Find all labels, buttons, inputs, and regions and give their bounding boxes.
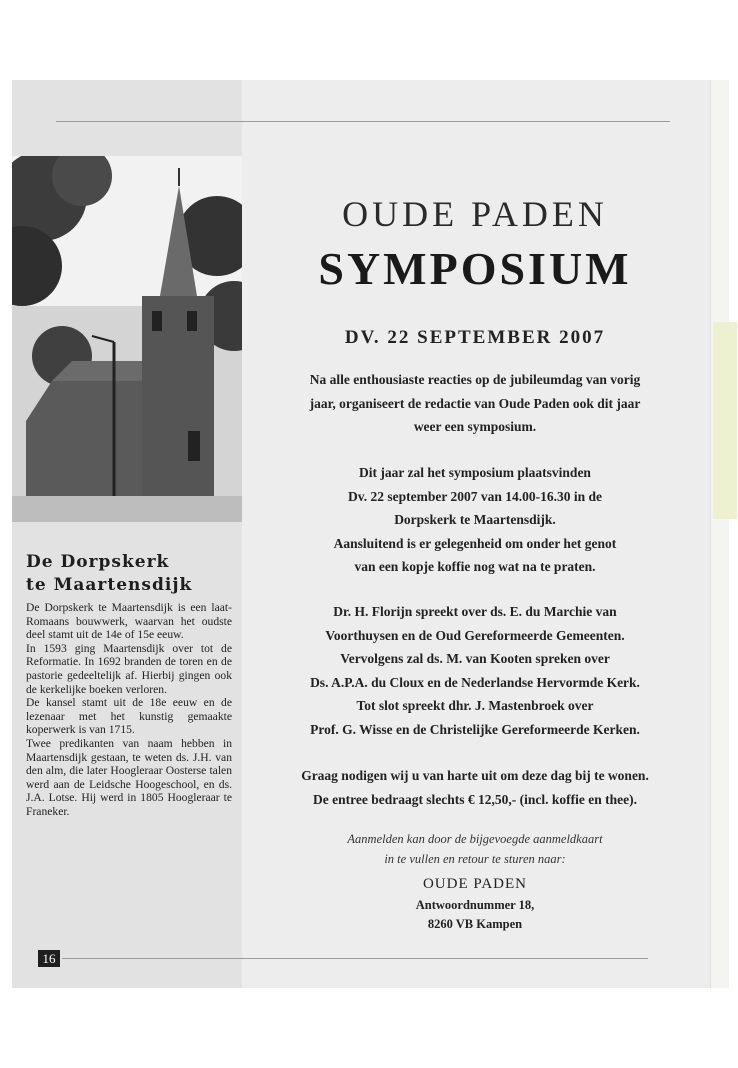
caption-paragraph: De Dorpskerk te Maartensdijk is een laat-Romaans bouwwerk, waarvan het oudste deel stamt uit de 14e of 15e eeuw. — [26, 601, 232, 642]
caption-paragraph: De kansel stamt uit de 18e eeuw en de lezenaar met het kunstig gemaakte koperwerk is van 1715. — [26, 696, 232, 737]
page-tab-marker — [713, 322, 737, 519]
schedule-paragraph: Dit jaar zal het symposium plaatsvinden Dv. 22 september 2007 van 14.00-16.30 in de Dorpskerk te Maartensdijk. Aansluitend is er gelegenheid om onder het genot van een kopje koffie nog wat na te praten. — [333, 465, 617, 574]
page-number: 16 — [38, 950, 60, 967]
speakers-paragraph: Dr. H. Florijn spreekt over ds. E. du Marchie van Voorthuysen en de Oud Gereformeerde Gemeenten. Vervolgens zal ds. M. van Kooten spreken over Ds. A.P.A. du Cloux en de Nederlandse Hervormde Kerk. Tot slot spreekt dhr. J. Mastenbroek over Prof. G. Wisse en de Christelijke Gereformeerde Kerken. — [310, 604, 640, 737]
caption-paragraph: In 1593 ging Maartensdijk over tot de Reformatie. In 1692 branden de toren en de pastorie gedeeltelijk af. Hierbij gingen ook de kerkelijke boeken verloren. — [26, 641, 232, 696]
registration-organization: OUDE PADEN — [422, 876, 528, 892]
event-date: DV. 22 SEPTEMBER 2007 — [344, 327, 606, 348]
intro-paragraph: Na alle enthousiaste reacties op de jubileumdag van vorig jaar, organiseert de redactie van Oude Paden ook dit jaar weer een symposium. — [309, 372, 641, 434]
bottom-rule — [62, 958, 648, 959]
caption-body — [26, 601, 232, 819]
page-edge — [710, 80, 729, 988]
registration-address: Antwoordnummer 18, 8260 VB Kampen — [415, 898, 535, 931]
title-symposium: SYMPOSIUM — [318, 243, 632, 294]
caption-title: De Dorpskerk te Maartensdijk — [26, 552, 193, 595]
invitation-paragraph: Graag nodigen wij u van harte uit om deze dag bij te wonen. De entree bedraagt slechts € 12,50,- (incl. koffie en thee). — [301, 768, 649, 807]
title-oude-paden: OUDE PADEN — [342, 194, 608, 234]
registration-intro: Aanmelden kan door de bijgevoegde aanmeldkaart in te vullen en retour te sturen naar: — [347, 832, 603, 866]
church-photo — [12, 156, 242, 522]
caption-paragraph: Twee predikanten van naam hebben in Maartensdijk gestaan, te weten ds. J.H. van den alm, die later Hoogleraar Oosterse talen werd aan de Leidsche Hoogeschool, en ds. J.A. Lotse. Hij werd in 1805 Hoogleraar te Franeker. — [26, 736, 232, 818]
top-rule — [56, 121, 670, 122]
